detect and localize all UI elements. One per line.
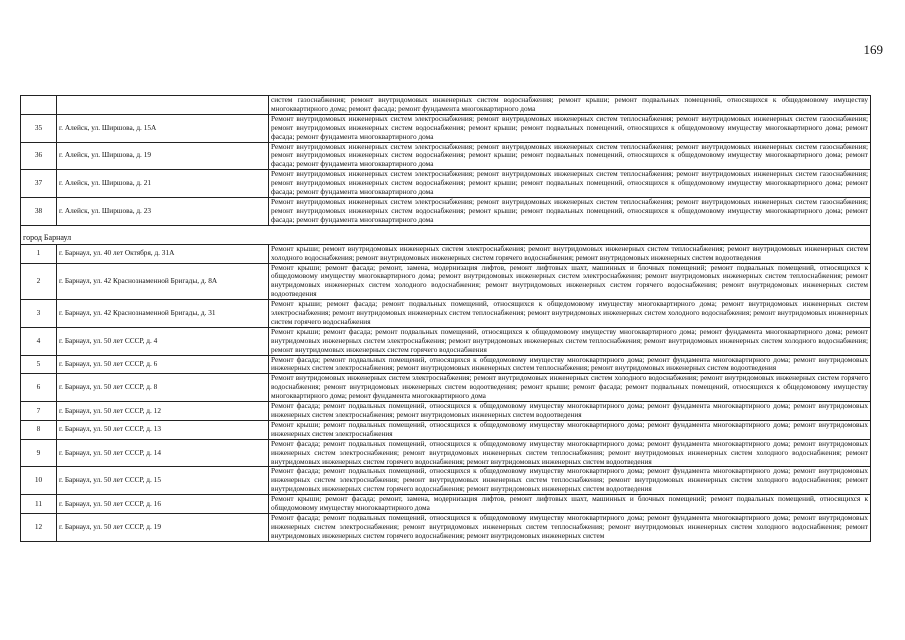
row-address: г. Барнаул, ул. 50 лет СССР, д. 8	[57, 374, 269, 402]
row-works: Ремонт внутридомовых инженерных систем электроснабжения; ремонт внутридомовых инженерных систем теплоснабжения; ремонт внутридомовых инженерных систем газоснабжения; ремонт внутридомовых инженерных систем водоснабжения; ремонт крыши; ремонт подвальных помещений, относящихся к общедомовому имуществу многоквартирного дома; ремонт фасада; ремонт фундамента многоквартирного дома	[269, 197, 871, 225]
row-number: 36	[21, 142, 57, 170]
row-works: систем газоснабжения; ремонт внутридомовых инженерных систем водоснабжения; ремонт крыши; ремонт подвальных помещений, относящихся к общедомовому имуществу многоквартирного дома; ремонт фасада; ремонт фундамента многоквартирного дома	[269, 96, 871, 115]
table-row	[21, 513, 871, 541]
row-works: Ремонт фасада; ремонт подвальных помещений, относящихся к общедомовому имуществу многоквартирного дома; ремонт фундамента многоквартирного дома; ремонт внутридомовых инженерных систем электроснабжения; ремонт внутридомовых инженерных систем теплоснабжения; ремонт внутридомовых инженерных систем холодного водоснабжения; ремонт внутридомовых инженерных систем горячего водоснабжения; ремонт внутридомовых инженерных систем	[269, 513, 871, 541]
table-row	[21, 244, 871, 263]
row-number: 11	[21, 495, 57, 514]
row-number: 37	[21, 170, 57, 198]
row-address: г. Барнаул, ул. 42 Краснознаменной Бригады, д. 31	[57, 300, 269, 328]
works-table-body	[21, 96, 871, 542]
row-works: Ремонт крыши; ремонт подвальных помещений, относящихся к общедомовому имуществу многоквартирного дома; ремонт фундамента многоквартирного дома; ремонт внутридомовых инженерных систем электроснабжения	[269, 420, 871, 439]
table-row	[21, 300, 871, 328]
row-works: Ремонт фасада; ремонт подвальных помещений, относящихся к общедомовому имуществу многоквартирного дома; ремонт фундамента многоквартирного дома; ремонт внутридомовых инженерных систем электроснабжения; ремонт внутридомовых инженерных систем теплоснабжения; ремонт внутридомовых инженерных систем холодного водоснабжения; ремонт внутридомовых инженерных систем горячего водоснабжения; ремонт внутридомовых инженерных систем водоотведения	[269, 439, 871, 467]
row-works: Ремонт крыши; ремонт фасада; ремонт подвальных помещений, относящихся к общедомовому имуществу многоквартирного дома; ремонт фундамента многоквартирного дома; ремонт внутридомовых инженерных систем электроснабжения; ремонт внутридомовых инженерных систем теплоснабжения; ремонт внутридомовых инженерных систем холодного водоснабжения; ремонт внутридомовых инженерных систем горячего водоснабжения	[269, 327, 871, 355]
row-number: 9	[21, 439, 57, 467]
row-works: Ремонт крыши; ремонт фасада; ремонт, замена, модернизация лифтов, ремонт лифтовых шахт, машинных и блочных помещений; ремонт подвальных помещений, относящихся к общедомовому имуществу многоквартирного дома	[269, 495, 871, 514]
row-number: 38	[21, 197, 57, 225]
row-address: г. Алейск, ул. Ширшова, д. 15А	[57, 114, 269, 142]
row-address: г. Барнаул, ул. 50 лет СССР, д. 14	[57, 439, 269, 467]
works-table	[20, 95, 871, 542]
row-address: г. Барнаул, ул. 42 Краснознаменной Бригады, д. 8А	[57, 263, 269, 300]
row-address: г. Барнаул, ул. 50 лет СССР, д. 4	[57, 327, 269, 355]
table-row	[21, 439, 871, 467]
row-works: Ремонт фасада; ремонт подвальных помещений, относящихся к общедомовому имуществу многоквартирного дома; ремонт фундамента многоквартирного дома; ремонт внутридомовых инженерных систем электроснабжения; ремонт внутридомовых инженерных систем теплоснабжения; ремонт внутридомовых инженерных систем водоотведения	[269, 355, 871, 374]
row-address: г. Барнаул, ул. 50 лет СССР, д. 6	[57, 355, 269, 374]
table-row	[21, 170, 871, 198]
row-number: 5	[21, 355, 57, 374]
page-number: 169	[863, 42, 883, 57]
row-number: 10	[21, 467, 57, 495]
row-number: 6	[21, 374, 57, 402]
row-address: г. Барнаул, ул. 50 лет СССР, д. 16	[57, 495, 269, 514]
row-number: 2	[21, 263, 57, 300]
table-row	[21, 467, 871, 495]
row-address: г. Алейск, ул. Ширшова, д. 21	[57, 170, 269, 198]
table-row	[21, 402, 871, 421]
row-address: г. Алейск, ул. Ширшова, д. 23	[57, 197, 269, 225]
row-number: 12	[21, 513, 57, 541]
row-number: 8	[21, 420, 57, 439]
row-works: Ремонт крыши; ремонт внутридомовых инженерных систем электроснабжения; ремонт внутридомовых инженерных систем теплоснабжения; ремонт внутридомовых инженерных систем холодного водоснабжения; ремонт внутридомовых инженерных систем горячего водоснабжения; ремонт внутридомовых инженерных систем водоотведения	[269, 244, 871, 263]
table-row	[21, 420, 871, 439]
table-row	[21, 263, 871, 300]
row-works: Ремонт крыши; ремонт фасада; ремонт подвальных помещений, относящихся к общедомовому имуществу многоквартирного дома; ремонт внутридомовых инженерных систем электроснабжения; ремонт внутридомовых инженерных систем теплоснабжения; ремонт внутридомовых инженерных систем холодного водоснабжения; ремонт внутридомовых инженерных систем горячего водоснабжения	[269, 300, 871, 328]
row-number: 3	[21, 300, 57, 328]
row-number: 1	[21, 244, 57, 263]
row-works: Ремонт внутридомовых инженерных систем электроснабжения; ремонт внутридомовых инженерных систем теплоснабжения; ремонт внутридомовых инженерных систем газоснабжения; ремонт внутридомовых инженерных систем водоснабжения; ремонт крыши; ремонт подвальных помещений, относящихся к общедомовому имуществу многоквартирного дома; ремонт фасада; ремонт фундамента многоквартирного дома	[269, 170, 871, 198]
row-works: Ремонт фасада; ремонт подвальных помещений, относящихся к общедомовому имуществу многоквартирного дома; ремонт фундамента многоквартирного дома; ремонт внутридомовых инженерных систем электроснабжения; ремонт внутридомовых инженерных систем теплоснабжения; ремонт внутридомовых инженерных систем холодного водоснабжения; ремонт внутридомовых инженерных систем горячего водоснабжения; ремонт внутридомовых инженерных систем водоотведения	[269, 467, 871, 495]
row-address: г. Барнаул, ул. 50 лет СССР, д. 13	[57, 420, 269, 439]
section-title: город Барнаул	[21, 225, 871, 244]
row-address: г. Алейск, ул. Ширшова, д. 19	[57, 142, 269, 170]
table-row	[21, 495, 871, 514]
table-row	[21, 327, 871, 355]
row-works: Ремонт фасада; ремонт подвальных помещений, относящихся к общедомовому имуществу многоквартирного дома; ремонт фундамента многоквартирного дома; ремонт внутридомовых инженерных систем электроснабжения; ремонт внутридомовых инженерных систем водоотведения	[269, 402, 871, 421]
row-address: г. Барнаул, ул. 40 лет Октября, д. 31А	[57, 244, 269, 263]
row-address: г. Барнаул, ул. 50 лет СССР, д. 12	[57, 402, 269, 421]
table-row	[21, 96, 871, 115]
row-works: Ремонт внутридомовых инженерных систем электроснабжения; ремонт внутридомовых инженерных систем теплоснабжения; ремонт внутридомовых инженерных систем газоснабжения; ремонт внутридомовых инженерных систем водоснабжения; ремонт крыши; ремонт подвальных помещений, относящихся к общедомовому имуществу многоквартирного дома; ремонт фасада; ремонт фундамента многоквартирного дома	[269, 142, 871, 170]
row-number: 4	[21, 327, 57, 355]
row-works: Ремонт крыши; ремонт фасада; ремонт, замена, модернизация лифтов, ремонт лифтовых шахт, машинных и блочных помещений; ремонт подвальных помещений, относящихся к общедомовому имуществу многоквартирного дома; ремонт внутридомовых инженерных систем электроснабжения; ремонт внутридомовых инженерных систем теплоснабжения; ремонт внутридомовых инженерных систем холодного водоснабжения; ремонт внутридомовых инженерных систем горячего водоснабжения; ремонт внутридомовых инженерных систем водоотведения	[269, 263, 871, 300]
row-number: 7	[21, 402, 57, 421]
table-row	[21, 374, 871, 402]
table-row	[21, 142, 871, 170]
row-address: г. Барнаул, ул. 50 лет СССР, д. 19	[57, 513, 269, 541]
table-row	[21, 197, 871, 225]
row-number	[21, 96, 57, 115]
row-works: Ремонт внутридомовых инженерных систем электроснабжения; ремонт внутридомовых инженерных систем холодного водоснабжения; ремонт внутридомовых инженерных систем горячего водоснабжения; ремонт внутридомовых инженерных систем водоотведения; ремонт крыши; ремонт фасада; ремонт подвальных помещений, относящихся к общедомовому имуществу многоквартирного дома; ремонт фундамента многоквартирного дома	[269, 374, 871, 402]
row-number: 35	[21, 114, 57, 142]
row-address	[57, 96, 269, 115]
row-address: г. Барнаул, ул. 50 лет СССР, д. 15	[57, 467, 269, 495]
row-works: Ремонт внутридомовых инженерных систем электроснабжения; ремонт внутридомовых инженерных систем теплоснабжения; ремонт внутридомовых инженерных систем газоснабжения; ремонт внутридомовых инженерных систем водоснабжения; ремонт крыши; ремонт подвальных помещений, относящихся к общедомовому имуществу многоквартирного дома; ремонт фасада; ремонт фундамента многоквартирного дома	[269, 114, 871, 142]
table-row	[21, 355, 871, 374]
section-row	[21, 225, 871, 244]
table-row	[21, 114, 871, 142]
